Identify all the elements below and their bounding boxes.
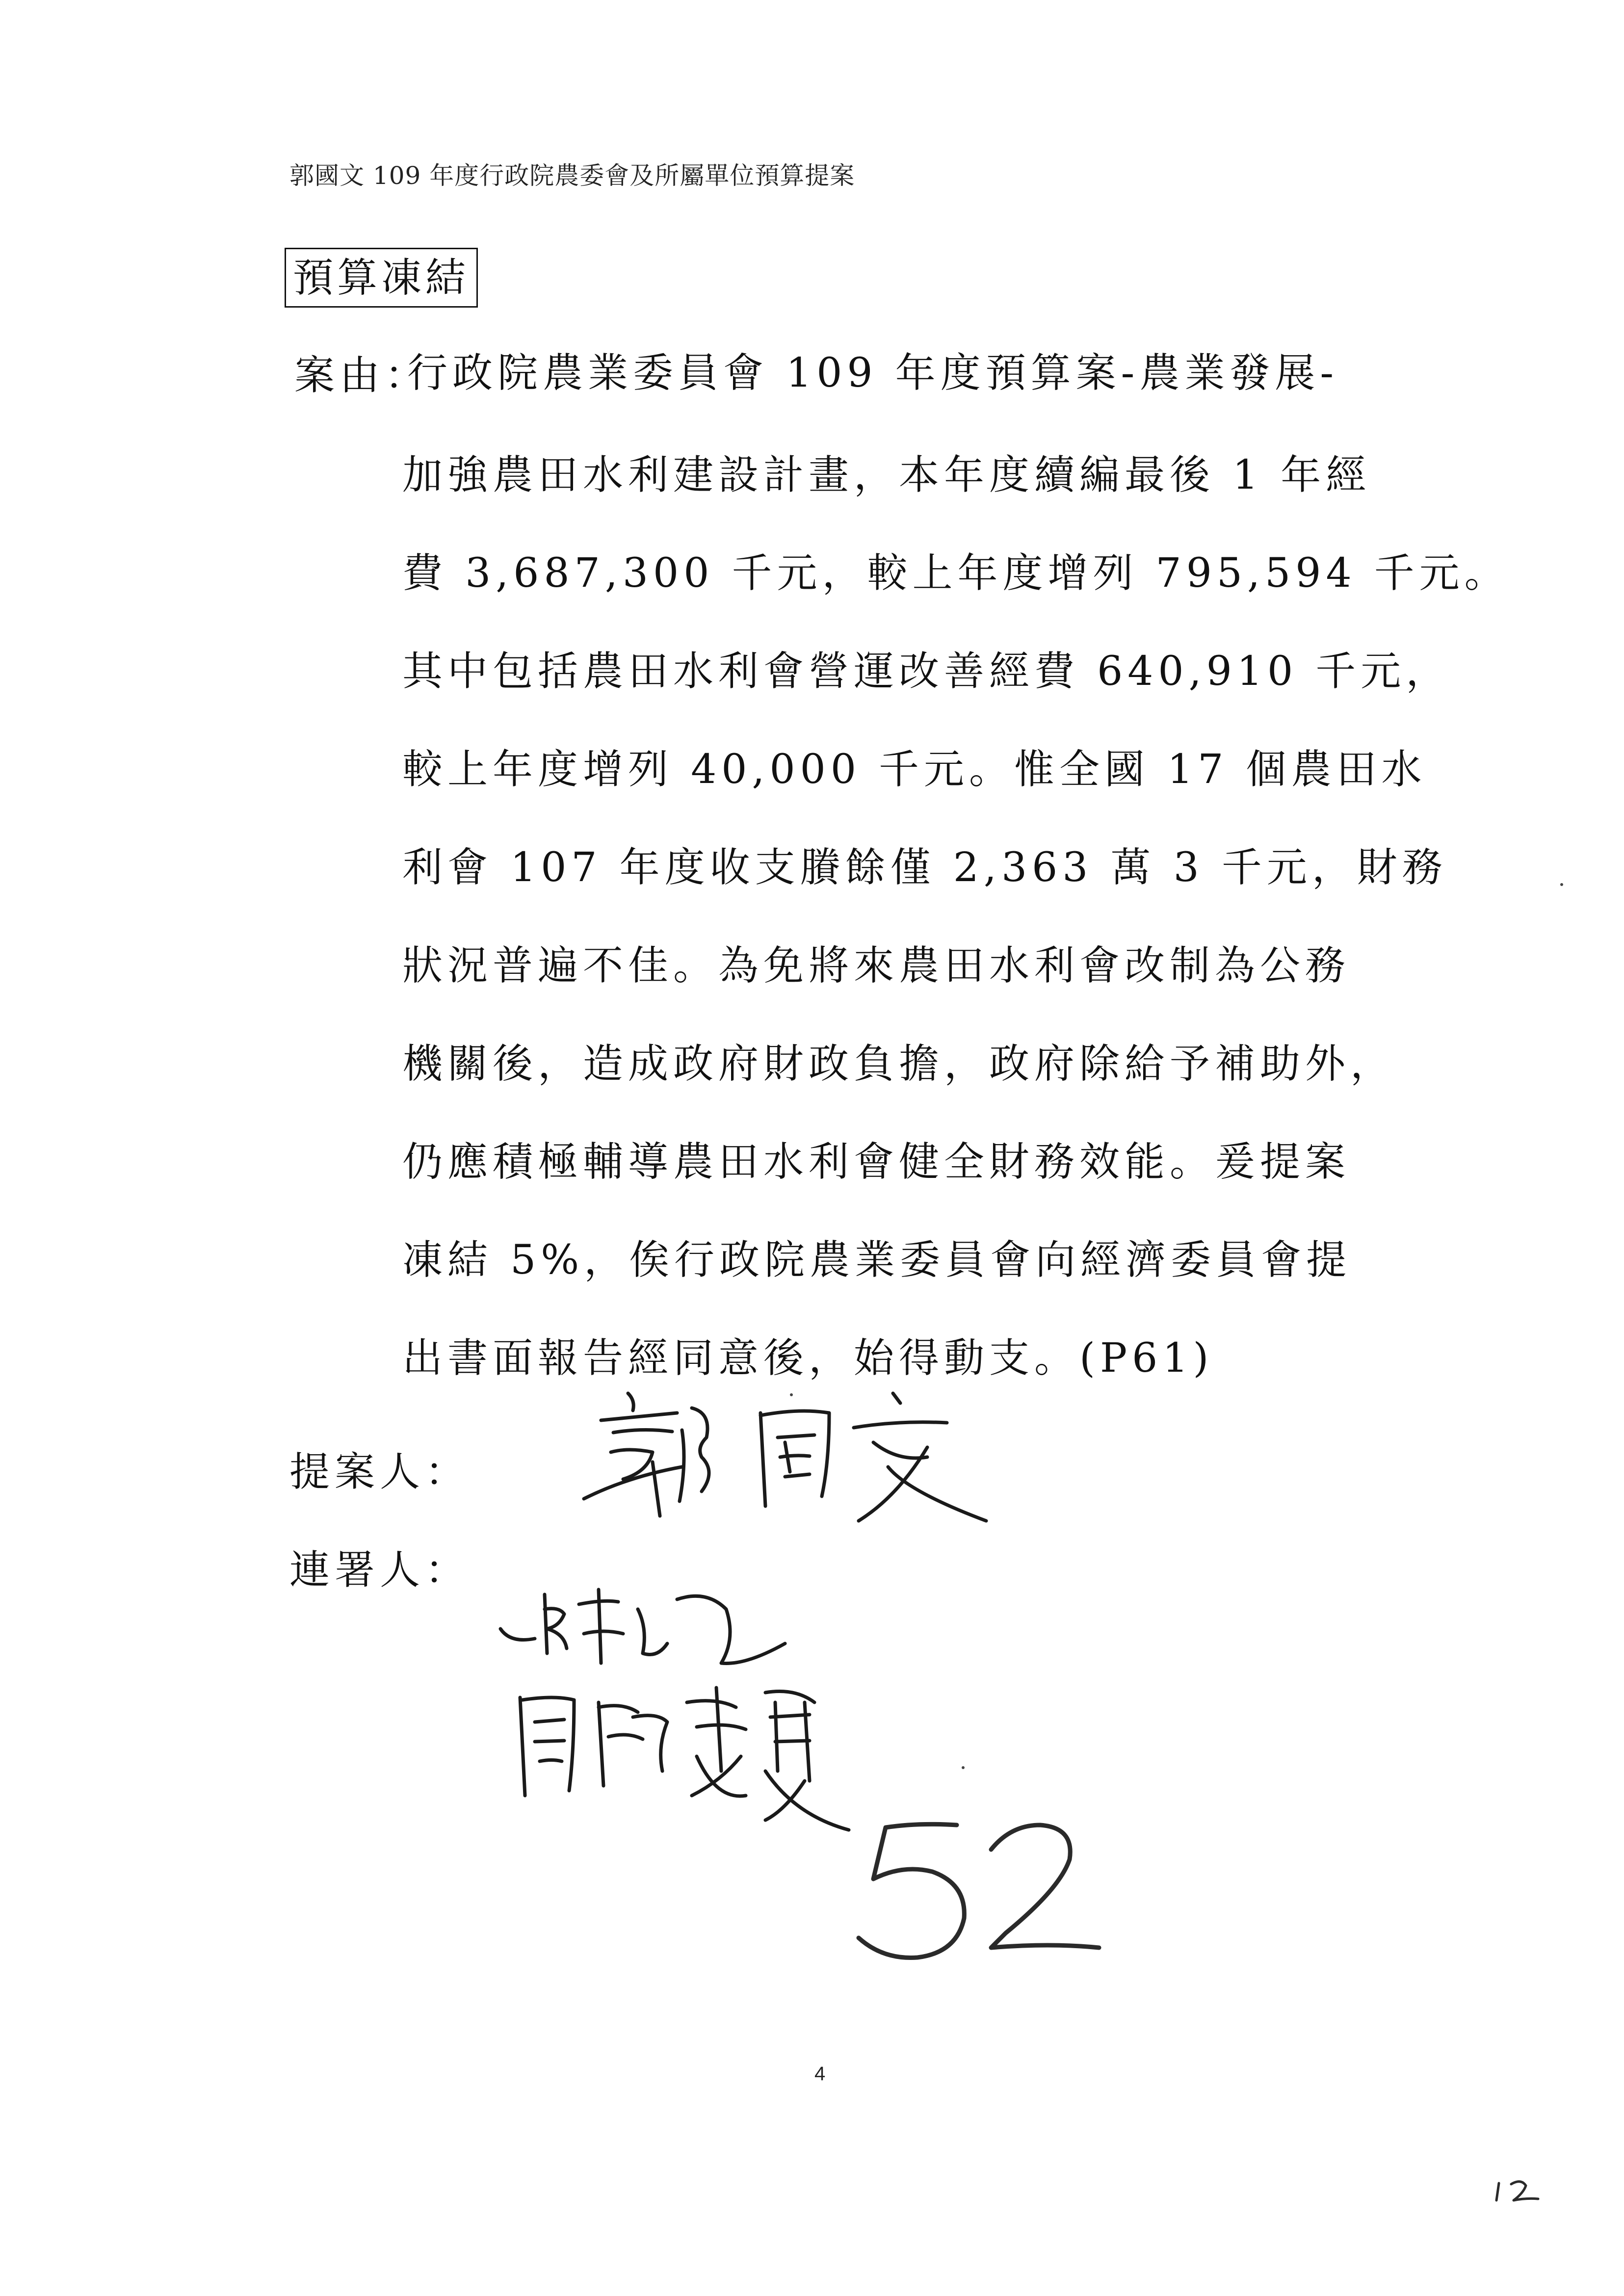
proposal-line: 較上年度增列 40,000 千元。惟全國 17 個農田水 [402, 746, 1427, 793]
proposal-line: 仍應積極輔導農田水利會健全財務效能。爰提案 [402, 1139, 1351, 1185]
page-number: 4 [814, 2063, 826, 2085]
proposer-label: 提案人： [289, 1449, 471, 1495]
scan-speck [962, 1766, 965, 1769]
proposal-line: 凍結 5%，俟行政院農業委員會向經濟委員會提 [402, 1237, 1352, 1283]
corner-mark [1492, 2173, 1545, 2208]
budget-freeze-tag: 預算凍結 [285, 248, 478, 308]
handwritten-number [844, 1810, 1119, 1972]
proposal-line: 機關後，造成政府財政負擔，政府除給予補助外， [402, 1041, 1396, 1087]
proposer-signature [554, 1374, 996, 1536]
document-header: 郭國文 109 年度行政院農委會及所屬單位預算提案 [289, 161, 855, 190]
proposal-line: 費 3,687,300 千元，較上年度增列 795,594 千元。 [402, 550, 1510, 597]
proposal-line: 加強農田水利建設計畫，本年度續編最後 1 年經 [402, 452, 1371, 498]
proposal-line: 其中包括農田水利會營運改善經費 640,910 千元， [402, 648, 1451, 695]
scan-speck [1560, 883, 1563, 886]
proposal-line: 利會 107 年度收支賸餘僅 2,363 萬 3 千元，財務 [402, 844, 1447, 891]
cosigner-signature [510, 1673, 864, 1835]
cosigner-signature [491, 1580, 795, 1678]
case-label: 案由： [294, 352, 430, 399]
proposal-line: 出書面報告經同意後，始得動支。(P61) [402, 1335, 1214, 1382]
proposal-line: 狀況普遍不佳。為免將來農田水利會改制為公務 [402, 942, 1351, 989]
proposal-line: 行政院農業委員會 109 年度預算案-農業發展- [407, 350, 1339, 396]
scan-speck [790, 1393, 793, 1396]
cosigner-label: 連署人： [289, 1547, 471, 1593]
